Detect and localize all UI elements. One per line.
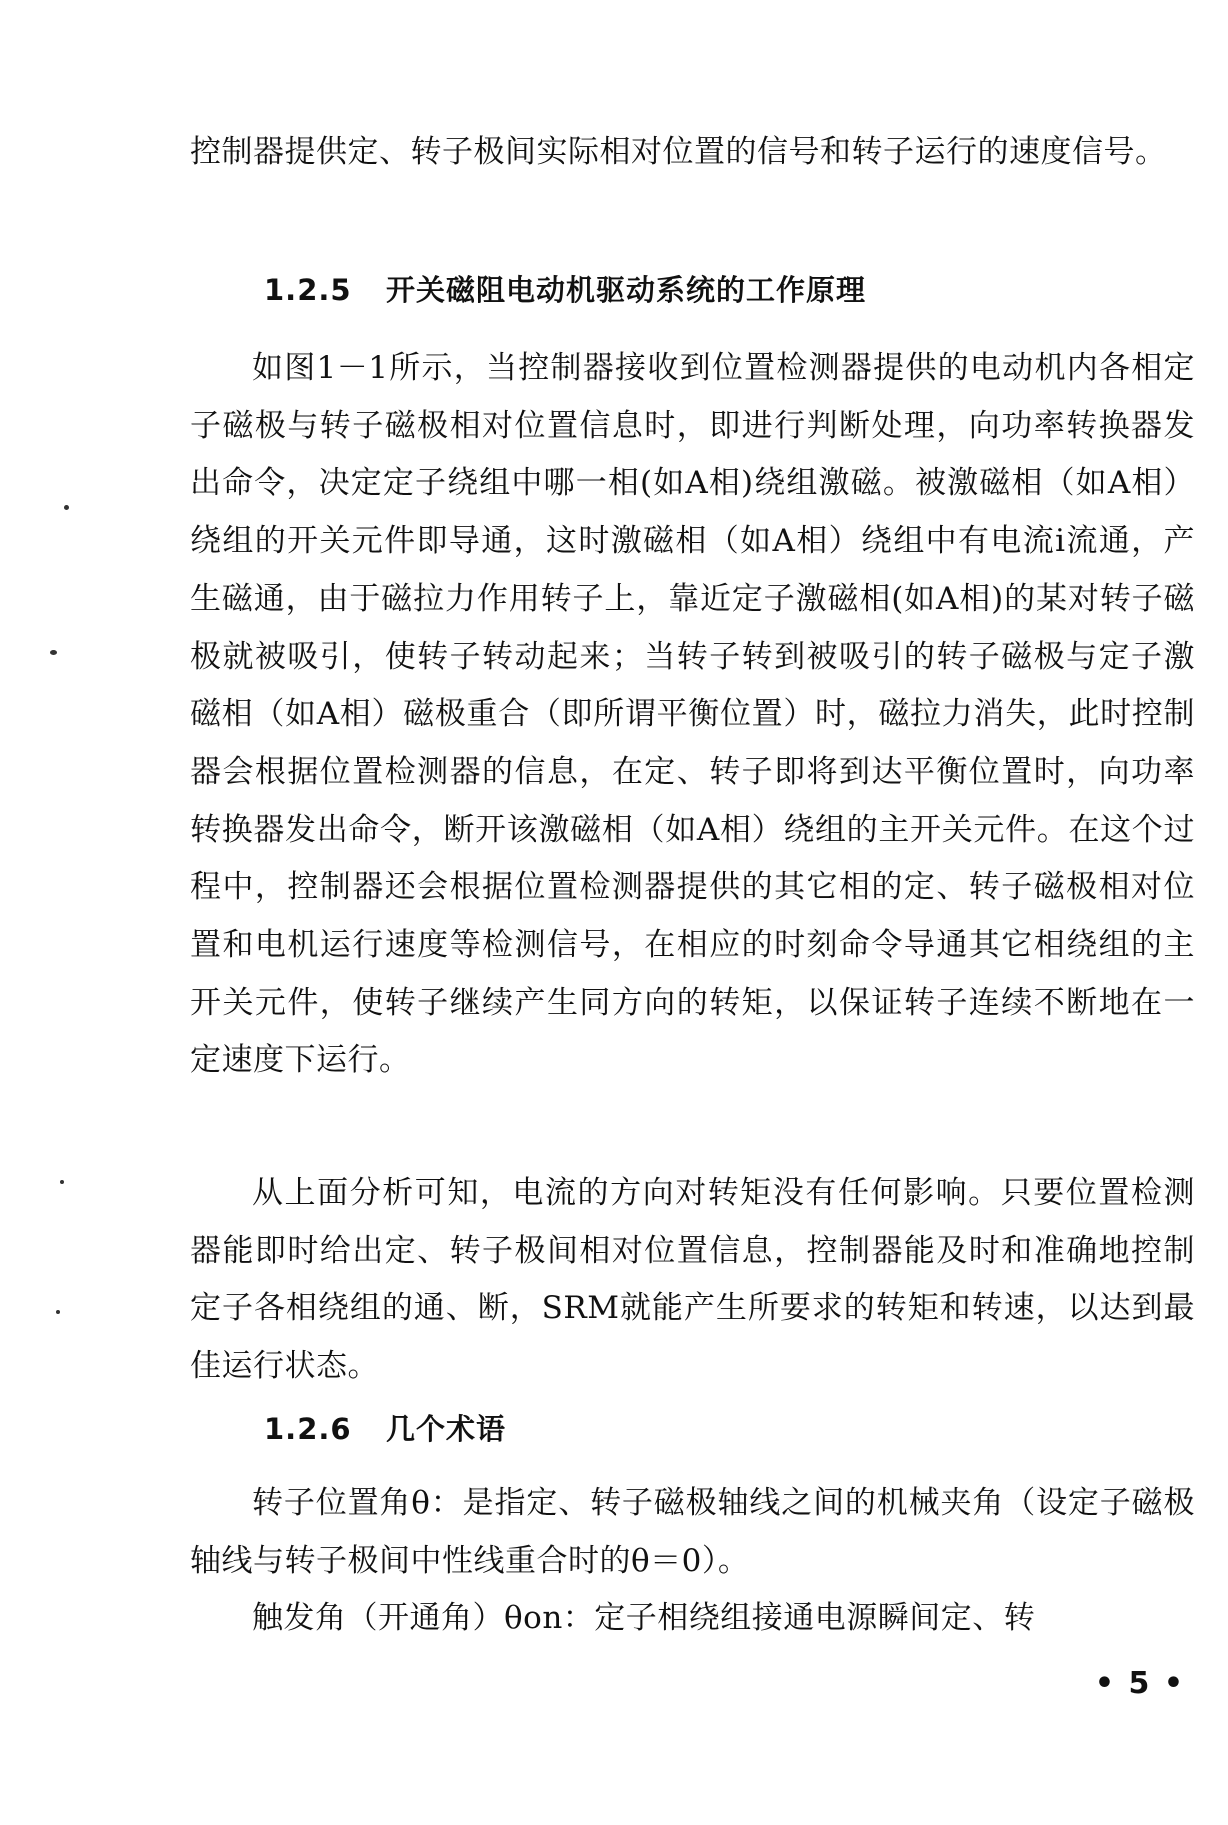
paragraph-rotor-position-angle: 转子位置角θ：是指定、转子磁极轴线之间的机械夹角（设定子磁极轴线与转子极间中性线重合时的θ＝0）。 (190, 1485, 1195, 1579)
continuation-block (190, 124, 1195, 182)
section-number: 1.2.6 (264, 1412, 352, 1446)
continuation-paragraph: 控制器提供定、转子极间实际相对位置的信号和转子运行的速度信号。 (190, 134, 1167, 170)
section-body-1-2-5 (190, 340, 1195, 1090)
scan-speck (56, 1310, 60, 1314)
section-heading-1-2-6 (190, 1412, 1195, 1446)
paragraph-analysis: 从上面分析可知，电流的方向对转矩没有任何影响。只要位置检测器能即时给出定、转子极间相对位置信息，控制器能及时和准确地控制定子各相绕组的通、断，SRM就能产生所要求的转矩和转速，以达到最佳运行状态。 (190, 1175, 1195, 1385)
scan-speck (60, 1180, 64, 1184)
section-body-1-2-6 (190, 1475, 1195, 1648)
section-heading-1-2-5 (190, 273, 1195, 307)
page-number: • 5 • (1094, 1666, 1185, 1701)
paragraph-firing-angle: 触发角（开通角）θon：定子相绕组接通电源瞬间定、转 (252, 1600, 1036, 1637)
section-title: 开关磁阻电动机驱动系统的工作原理 (386, 273, 867, 307)
scan-speck (50, 650, 57, 655)
paragraph-working-principle: 如图1－1所示，当控制器接收到位置检测器提供的电动机内各相定子磁极与转子磁极相对位置信息时，即进行判断处理，向功率转换器发出命令，决定定子绕组中哪一相(如A相)绕组激磁。被激磁相（如A相）绕组的开关元件即导通，这时激磁相（如A相）绕组中有电流i流通，产生磁通，由于磁拉力作用转子上，靠近定子激磁相(如A相)的某对转子磁极就被吸引，使转子转动起来；当转子转到被吸引的转子磁极与定子激磁相（如A相）磁极重合（即所谓平衡位置）时，磁拉力消失，此时控制器会根据位置检测器的信息，在定、转子即将到达平衡位置时，向功率转换器发出命令，断开该激磁相（如A相）绕组的主开关元件。在这个过程中，控制器还会根据位置检测器提供的其它相的定、转子磁极相对位置和电机运行速度等检测信号，在相应的时刻命令导通其它相绕组的主开关元件，使转子继续产生同方向的转矩，以保证转子连续不断地在一定速度下运行。 (190, 350, 1195, 1079)
scan-speck (64, 505, 69, 510)
section-number: 1.2.5 (264, 273, 352, 307)
section-body-1-2-5-conclusion (190, 1165, 1195, 1396)
section-title: 几个术语 (386, 1412, 507, 1446)
